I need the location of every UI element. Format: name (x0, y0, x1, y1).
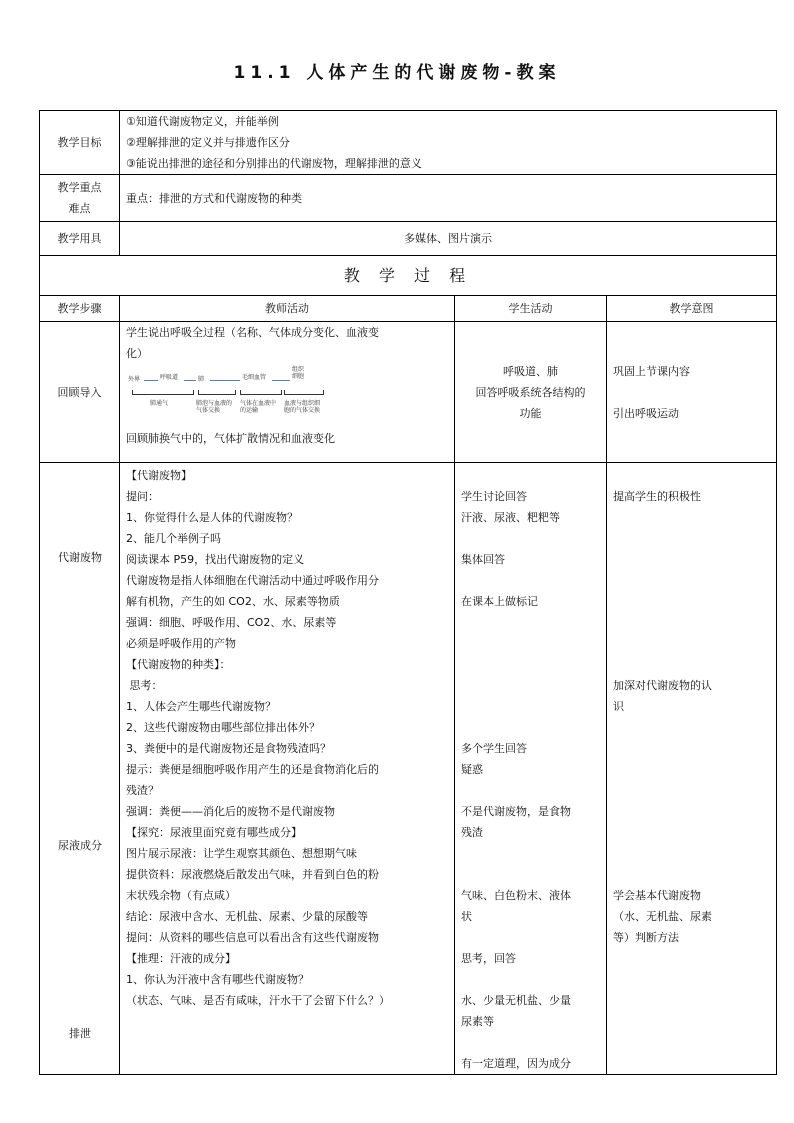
intent-note: 学会基本代谢废物 (613, 889, 701, 902)
teacher-line: 末状残余物（有点咸） (126, 889, 236, 902)
diagram-bracket (132, 390, 194, 395)
teacher-line: 残渣？ (126, 784, 159, 797)
teacher-line: 代谢废物是指人体细胞在代谢活动中通过呼吸作用分 (126, 574, 379, 587)
objective-item: ①知道代谢废物定义，并能举例 (126, 115, 279, 128)
student-activity-main (455, 463, 607, 1075)
teacher-line: 1、人体会产生哪些代谢废物？ (126, 700, 276, 713)
teacher-line: 解有机物，产生的如 CO2、水、尿素等物质 (126, 595, 340, 608)
student-note: 多个学生回答 (461, 742, 527, 755)
teacher-line: 3、粪便中的是代谢废物还是食物残渣吗？ (126, 742, 331, 755)
teacher-line: （状态、气味、是否有咸味，汗水干了会留下什么？） (126, 994, 390, 1007)
teacher-line: 2、能几个举例子吗 (126, 532, 221, 545)
diagram-arrow (210, 380, 240, 381)
student-note: 在课本上做标记 (461, 595, 538, 608)
student-note: 学生讨论回答 (461, 490, 527, 503)
objectives-content (120, 111, 777, 175)
student-note: 汗液、尿液、粑粑等 (461, 511, 560, 524)
diagram-bracket (198, 390, 236, 395)
student-note: 思考，回答 (461, 952, 516, 965)
teacher-line: 【代谢废物的种类】： (126, 658, 231, 671)
student-note: 状 (461, 910, 472, 923)
diagram-arrow (184, 380, 196, 381)
teacher-activity-review: 学生说出呼吸全过程（名称、气体成分变化、血液变 化） 外界 呼吸道 肺 毛细血管 组织细胞 肺通气 肺泡与血液的气体交换 气体在血液中的运输 血液与组织细胞的气体交换 回顾肺换气中的，气体扩散情况和血液变化 (120, 322, 455, 463)
diagram-label: 气体在血液中的运输 (240, 400, 277, 414)
page-title: 11.1 人体产生的代谢废物-教案 (233, 63, 561, 83)
diagram-arrow (272, 380, 290, 381)
intent-review: 巩固上节课内容 引出呼吸运动 (607, 322, 777, 463)
student-note: 有一定道理，因为成分 (461, 1057, 571, 1070)
teacher-line: 【代谢废物】 (126, 469, 192, 482)
teacher-line: 图片展示尿液：让学生观察其颜色、想想期气味 (126, 847, 357, 860)
step-cell-main (40, 463, 120, 1075)
step-review: 回顾导入 (40, 322, 120, 463)
teacher-line: 强调：细胞、呼吸作用、CO2、水、尿素等 (126, 616, 337, 629)
diagram-node: 肺 (198, 376, 205, 383)
header-step: 教学步骤 (40, 296, 120, 322)
teacher-line: 2、这些代谢废物由哪些部位排出体外？ (126, 721, 320, 734)
student-note: 残渣 (461, 826, 483, 839)
diagram-label: 肺通气 (150, 400, 169, 407)
intent-note: 等）判断方法 (613, 931, 679, 944)
teacher-line: 思考： (126, 679, 163, 692)
step-waste: 代谢废物 (58, 551, 102, 564)
teacher-line: 结论：尿液中含水、无机盐、尿素、少量的尿酸等 (126, 910, 368, 923)
process-title: 教 学 过 程 (40, 256, 777, 296)
intent-note: （水、无机盐、尿素 (613, 910, 712, 923)
teacher-line: 提供资料：尿液燃烧后散发出气味，并看到白色的粉 (126, 868, 379, 881)
tools-label: 教学用具 (40, 222, 120, 256)
teacher-line: 【推理：汗液的成分】 (126, 952, 236, 965)
teacher-line: 【探究：尿液里面究竟有哪些成分】 (126, 826, 302, 839)
student-note: 疑惑 (461, 763, 483, 776)
objective-item: ②理解排泄的定义并与排遗作区分 (126, 136, 290, 149)
student-note: 不是代谢废物，是食物 (461, 805, 571, 818)
diagram-bracket (284, 390, 324, 395)
step-urine: 尿液成分 (58, 839, 102, 852)
teacher-line: 提问： (126, 490, 159, 503)
teacher-line: 提示：粪便是细胞呼吸作用产生的还是食物消化后的 (126, 763, 379, 776)
teacher-line: 提问：从资料的哪些信息可以看出含有这些代谢废物 (126, 931, 379, 944)
step-excretion: 排泄 (69, 1027, 91, 1040)
objective-item: ③能说出排泄的途径和分别排出的代谢废物，理解排泄的意义 (126, 157, 422, 170)
student-note: 尿素等 (461, 1015, 494, 1028)
respiration-diagram (126, 364, 326, 428)
diagram-bracket (240, 390, 282, 395)
intent-note: 加深对代谢废物的认 (613, 679, 712, 692)
intent-main (607, 463, 777, 1075)
student-note: 气味、白色粉末、液体 (461, 889, 571, 902)
diagram-node: 毛细血管 (242, 374, 267, 381)
student-activity-review: 呼吸道、肺 回答呼吸系统各结构的 功能 (455, 322, 607, 463)
intent-note: 识 (613, 700, 624, 713)
student-note: 水、少量无机盐、少量 (461, 994, 571, 1007)
tools-content: 多媒体、图片演示 (120, 222, 777, 256)
intent-note: 提高学生的积极性 (613, 490, 701, 503)
teacher-line: 1、你认为汗液中含有哪些代谢废物？ (126, 973, 309, 986)
teacher-activity-main (120, 463, 455, 1075)
diagram-node: 外界 (128, 376, 141, 383)
teacher-line: 必须是呼吸作用的产物 (126, 637, 236, 650)
diagram-node: 呼吸道 (160, 374, 179, 381)
objectives-label: 教学目标 (40, 111, 120, 175)
teacher-line: 1、你觉得什么是人体的代谢废物？ (126, 511, 298, 524)
header-student: 学生活动 (455, 296, 607, 322)
diagram-label: 肺泡与血液的气体交换 (196, 400, 233, 414)
diagram-label: 血液与组织细胞的气体交换 (284, 400, 321, 414)
teacher-line: 阅读课本 P59，找出代谢废物的定义 (126, 553, 305, 566)
key-points-content: 重点：排泄的方式和代谢废物的种类 (120, 175, 777, 222)
student-note: 集体回答 (461, 553, 505, 566)
diagram-arrow (144, 380, 158, 381)
key-points-label: 教学重点 难点 (40, 175, 120, 222)
header-intent: 教学意图 (607, 296, 777, 322)
header-teacher: 教师活动 (120, 296, 455, 322)
teacher-line: 强调：粪便——消化后的废物不是代谢废物 (126, 805, 335, 818)
lesson-plan-table (39, 110, 777, 1075)
diagram-node: 组织细胞 (292, 366, 305, 380)
